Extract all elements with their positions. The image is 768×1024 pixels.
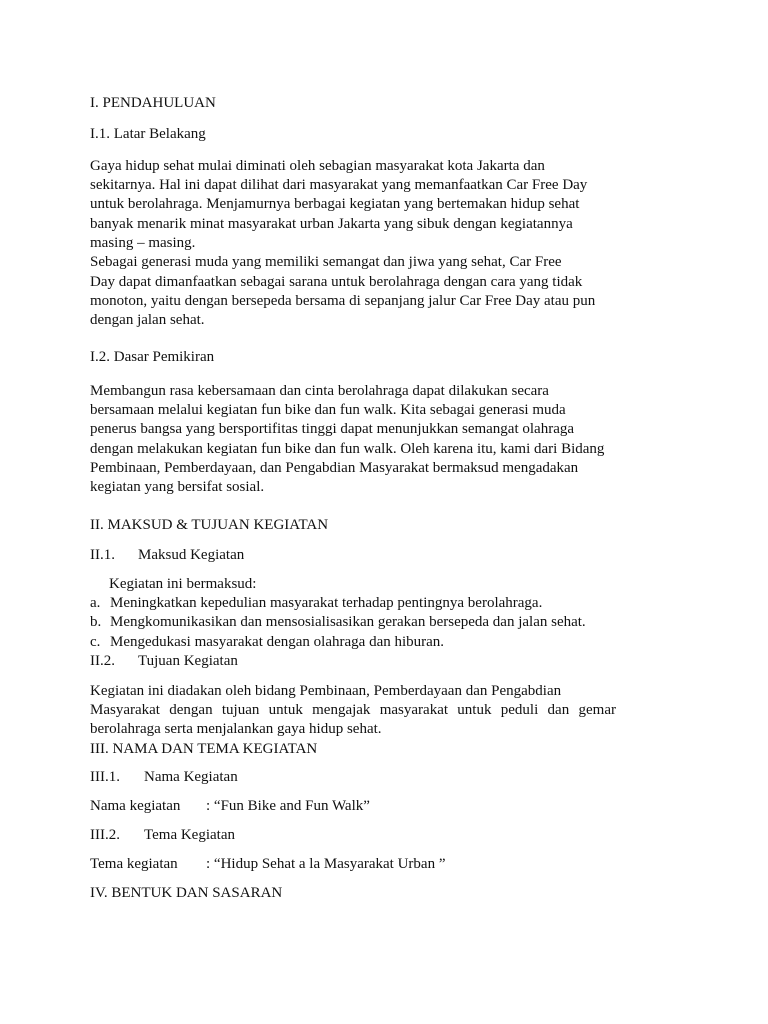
text-line: Pembinaan, Pemberdayaan, dan Pengabdian Masyarakat bermaksud mengadakan xyxy=(90,460,579,476)
section-number: III.1. xyxy=(90,769,120,785)
text-line: berolahraga serta menjalankan gaya hidup sehat. xyxy=(90,721,382,737)
subheading-dasar-pemikiran: I.2. Dasar Pemikiran xyxy=(90,349,215,365)
section-number: III.2. xyxy=(90,827,120,843)
heading-nama-tema: III. NAMA DAN TEMA KEGIATAN xyxy=(90,741,318,757)
section-number: II.2. xyxy=(90,653,115,669)
text-line: Kegiatan ini diadakan oleh bidang Pembinaan, Pemberdayaan dan Pengabdian xyxy=(90,683,562,699)
list-intro: Kegiatan ini bermaksud: xyxy=(109,576,257,592)
tema-kegiatan-row xyxy=(90,855,446,874)
text-line: masing – masing. xyxy=(90,235,196,251)
section-title: Nama Kegiatan xyxy=(144,769,238,785)
heading-pendahuluan: I. PENDAHULUAN xyxy=(90,95,216,111)
subheading-nama-kegiatan xyxy=(90,768,238,787)
section-title: Tema Kegiatan xyxy=(144,827,235,843)
field-label: Tema kegiatan xyxy=(90,856,178,872)
text-line: dengan melakukan kegiatan fun bike dan fun walk. Oleh karena itu, kami dari Bidang xyxy=(90,441,605,457)
list-item: Mengkomunikasikan dan mensosialisasikan gerakan bersepeda dan jalan sehat. xyxy=(110,614,586,630)
list-marker: c. xyxy=(90,634,101,650)
subheading-tujuan-kegiatan xyxy=(90,652,238,671)
subheading-latar-belakang: I.1. Latar Belakang xyxy=(90,126,206,142)
text-line: penerus bangsa yang bersportifitas tinggi dapat menunjukkan semangat olahraga xyxy=(90,421,575,437)
text-line: banyak menarik minat masyarakat urban Jakarta yang sibuk dengan kegiatannya xyxy=(90,216,573,232)
heading-maksud-tujuan: II. MAKSUD & TUJUAN KEGIATAN xyxy=(90,517,329,533)
subheading-maksud-kegiatan xyxy=(90,546,244,565)
list-marker: a. xyxy=(90,595,101,611)
field-label: Nama kegiatan xyxy=(90,798,181,814)
section-title: Tujuan Kegiatan xyxy=(138,653,238,669)
list-item: Mengedukasi masyarakat dengan olahraga dan hiburan. xyxy=(110,634,445,650)
subheading-tema-kegiatan xyxy=(90,826,235,845)
list-item: Meningkatkan kepedulian masyarakat terhadap pentingnya berolahraga. xyxy=(110,595,543,611)
text-line: dengan jalan sehat. xyxy=(90,312,205,328)
nama-kegiatan-row xyxy=(90,797,370,816)
heading-bentuk-sasaran: IV. BENTUK DAN SASARAN xyxy=(90,885,283,901)
text-line: sekitarnya. Hal ini dapat dilihat dari masyarakat yang memanfaatkan Car Free Day xyxy=(90,177,588,193)
text-line: monoton, yaitu dengan bersepeda bersama di sepanjang jalur Car Free Day atau pun xyxy=(90,293,596,309)
list-marker: b. xyxy=(90,614,102,630)
field-value: : “Hidup Sehat a la Masyarakat Urban ” xyxy=(206,856,446,872)
section-number: II.1. xyxy=(90,547,115,563)
text-line: bersamaan melalui kegiatan fun bike dan fun walk. Kita sebagai generasi muda xyxy=(90,402,566,418)
text-line: Membangun rasa kebersamaan dan cinta berolahraga dapat dilakukan secara xyxy=(90,383,549,399)
text-line: Masyarakat dengan tujuan untuk mengajak masyarakat untuk peduli dan gemar xyxy=(90,702,616,718)
text-line: Gaya hidup sehat mulai diminati oleh sebagian masyarakat kota Jakarta dan xyxy=(90,158,545,174)
text-line: untuk berolahraga. Menjamurnya berbagai kegiatan yang bertemakan hidup sehat xyxy=(90,196,580,212)
text-line: Sebagai generasi muda yang memiliki semangat dan jiwa yang sehat, Car Free xyxy=(90,254,562,270)
field-value: : “Fun Bike and Fun Walk” xyxy=(206,798,370,814)
text-line: kegiatan yang bersifat sosial. xyxy=(90,479,265,495)
text-line: Day dapat dimanfaatkan sebagai sarana untuk berolahraga dengan cara yang tidak xyxy=(90,274,583,290)
section-title: Maksud Kegiatan xyxy=(138,547,245,563)
